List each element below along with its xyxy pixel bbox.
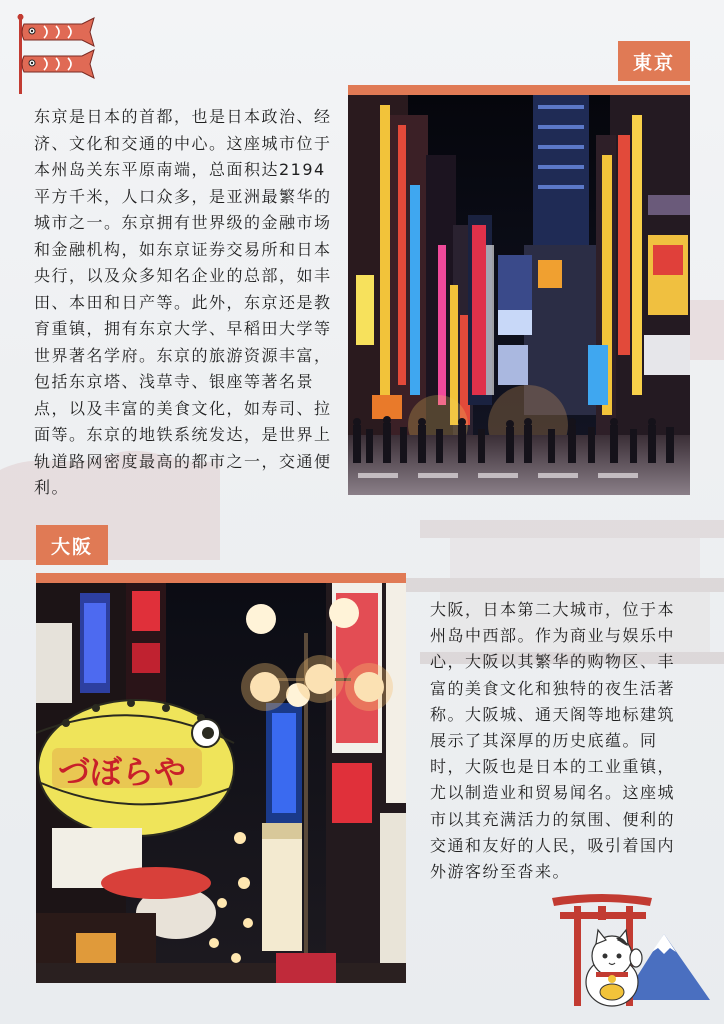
tokyo-night-street-photo <box>348 95 690 495</box>
dzuboraya-sign-text: づぼらや <box>58 753 187 791</box>
osaka-photo-frame <box>36 573 406 983</box>
tokyo-heading: 東京 <box>618 41 690 81</box>
osaka-description: 大阪，日本第二大城市，位于本州岛中西部。作为商业与娱乐中心，大阪以其繁华的购物区、丰富的美食文化和独特的夜生活著称。大阪城、通天阁等地标建筑展示了其深厚的历史底蕴。同时，大阪也是日本的工业重镇，尤以制造业和贸易闻名。这座城市以其充满活力的氛围、便利的交通和友好的人民，吸引着国内外游客纷至沓来。 <box>430 600 676 882</box>
torii-cat-fuji-illustration <box>552 880 710 1012</box>
tokyo-description: 东京是日本的首都，也是日本政治、经济、文化和交通的中心。这座城市位于本州岛关东平原南端，总面积达2194平方千米，人口众多，是亚洲最繁华的城市之一。东京拥有世界级的金融市场和金融机构，如东京证券交易所和日本央行，以及众多知名企业的总部，如丰田、本田和日产等。此外，东京还是教育重镇，拥有东京大学、早稻田大学等世界著名学府。东京的旅游资源丰富，包括东京塔、浅草寺、银座等著名景点，以及丰富的美食文化，如寿司、拉面等。东京的地铁系统发达，是世界上轨道路网密度最高的都市之一，交通便利。 <box>34 107 332 497</box>
osaka-heading: 大阪 <box>36 525 108 565</box>
osaka-night-street-photo <box>36 583 406 983</box>
tokyo-photo-frame <box>348 85 690 495</box>
koi-streamer-icon <box>14 14 100 94</box>
